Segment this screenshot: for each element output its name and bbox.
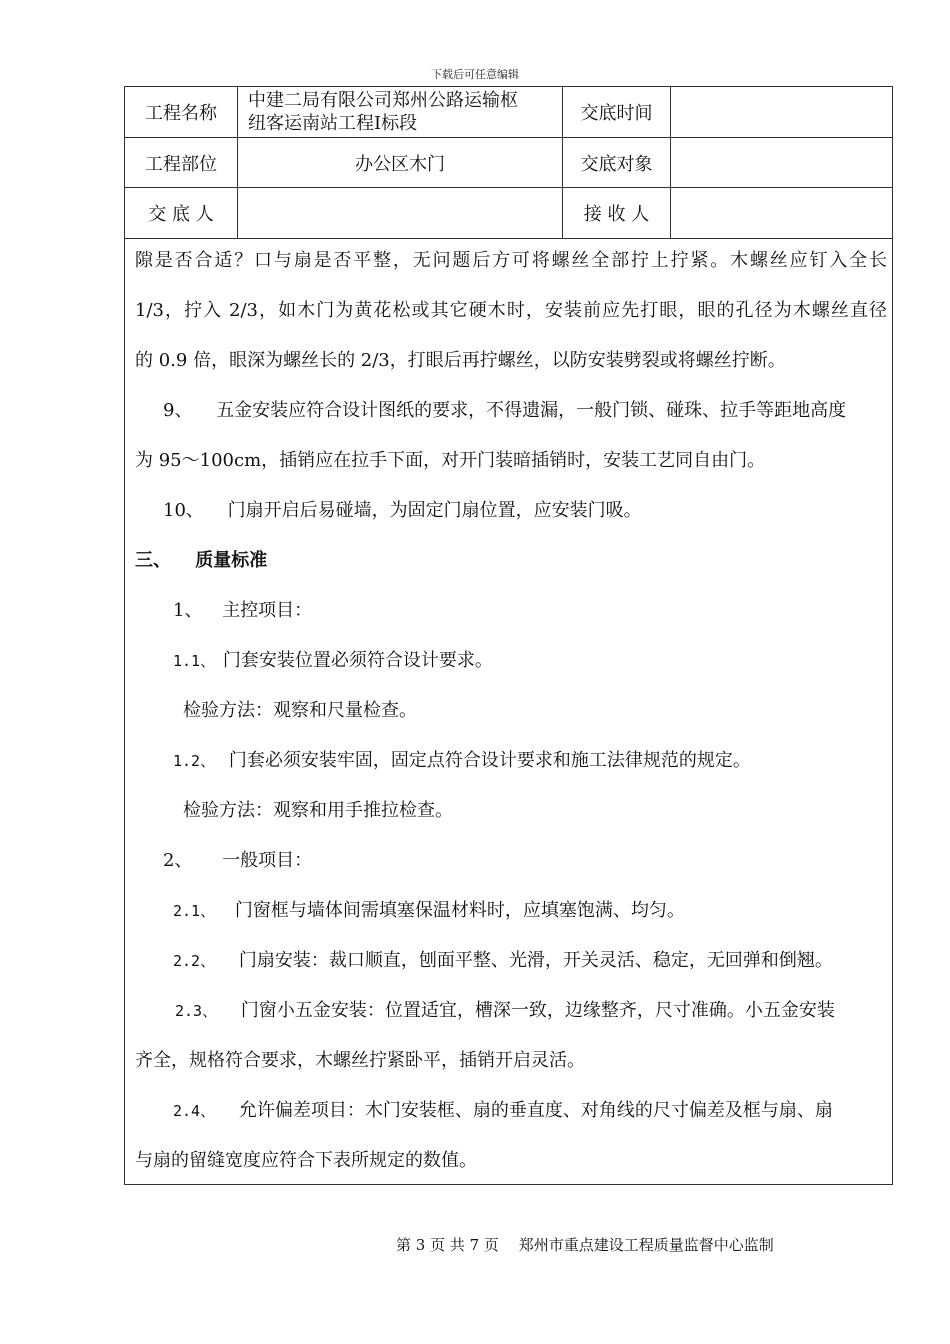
clause-2-2 bbox=[173, 949, 925, 973]
header-table bbox=[125, 87, 892, 239]
section-number: 三、 bbox=[135, 550, 171, 571]
subsection-number: 2、 bbox=[163, 850, 193, 871]
project-part-value: 办公区木门 bbox=[238, 138, 563, 188]
clause-number: 2.3、 bbox=[175, 1002, 218, 1020]
project-name-line2: 纽客运南站工程Ⅰ标段 bbox=[248, 113, 418, 134]
content-line: 齐全，规格符合要求，木螺丝拧紧卧平，插销开启灵活。 bbox=[135, 1050, 585, 1071]
clause-number: 1.1、 bbox=[173, 652, 216, 670]
clause-text: 门窗小五金安装：位置适宜，槽深一致，边缘整齐，尺寸准确。小五金安装 bbox=[240, 1000, 835, 1021]
item-text: 门扇开启后易碰墙，为固定门扇位置，应安装门吸。 bbox=[227, 500, 642, 521]
clause-text: 允许偏差项目：木门安装框、扇的垂直度、对角线的尺寸偏差及框与扇、扇 bbox=[238, 1100, 833, 1121]
item-9 bbox=[163, 399, 887, 423]
clause-text: 门套必须安装牢固，固定点符合设计要求和施工法律规范的规定。 bbox=[228, 750, 751, 771]
top-note: 下载后可任意编辑 bbox=[431, 68, 519, 81]
content-line: 隙是否合适？口与扇是否平整，无问题后方可将螺丝全部拧上拧紧。木螺丝应钉入全长 bbox=[135, 250, 887, 271]
check-method: 检验方法：观察和尺量检查。 bbox=[183, 700, 417, 721]
subsection-2 bbox=[163, 849, 915, 873]
project-name-value bbox=[238, 87, 563, 138]
disclosure-form bbox=[124, 86, 893, 1185]
clause-1-2 bbox=[173, 749, 925, 773]
subsection-title: 主控项目： bbox=[222, 600, 313, 621]
item-number: 10、 bbox=[163, 500, 204, 521]
content-line: 1/3，拧入 2/3，如木门为黄花松或其它硬木时，安装前应先打眼，眼的孔径为木螺丝直径 bbox=[135, 300, 887, 321]
project-name-label: 工程名称 bbox=[125, 87, 238, 138]
disclosure-time-label: 交底时间 bbox=[563, 87, 671, 138]
clause-number: 2.4、 bbox=[173, 1102, 216, 1120]
discloser-value bbox=[238, 188, 563, 239]
subsection-number: 1、 bbox=[173, 600, 203, 621]
project-part-label: 工程部位 bbox=[125, 138, 238, 188]
project-name-line1: 中建二局有限公司郑州公路运输枢 bbox=[248, 90, 518, 111]
disclosure-target-label: 交底对象 bbox=[563, 138, 671, 188]
clause-number: 2.1、 bbox=[173, 902, 216, 920]
clause-text: 门窗框与墙体间需填塞保温材料时，应填塞饱满、均匀。 bbox=[234, 900, 685, 921]
discloser-label: 交 底 人 bbox=[125, 188, 238, 239]
receiver-value bbox=[671, 188, 893, 239]
clause-number: 1.2、 bbox=[173, 752, 216, 770]
section-title: 质量标准 bbox=[195, 550, 268, 571]
disclosure-target-value bbox=[671, 138, 893, 188]
item-10 bbox=[163, 499, 915, 523]
section-heading bbox=[135, 549, 887, 573]
content-line: 的 0.9 倍，眼深为螺丝长的 2/3，打眼后再拧螺丝，以防安装劈裂或将螺丝拧断。 bbox=[135, 350, 786, 371]
check-method: 检验方法：观察和用手推拉检查。 bbox=[183, 800, 453, 821]
content-line: 为 95～100cm，插销应在拉手下面，对开门装暗插销时，安装工艺同自由门。 bbox=[135, 450, 766, 471]
item-text: 五金安装应符合设计图纸的要求，不得遗漏，一般门锁、碰珠、拉手等距地高度 bbox=[216, 400, 847, 421]
clause-2-1 bbox=[173, 899, 925, 923]
item-number: 9、 bbox=[163, 400, 193, 421]
clause-2-3 bbox=[175, 999, 887, 1023]
clause-text: 门扇安装：裁口顺直，刨面平整、光滑，开关灵活、稳定，无回弹和倒翘。 bbox=[238, 950, 833, 971]
page-footer: 第 3 页 共 7 页 郑州市重点建设工程质量监督中心监制 bbox=[396, 1236, 774, 1254]
content-line: 与扇的留缝宽度应符合下表所规定的数值。 bbox=[135, 1150, 477, 1171]
receiver-label: 接 收 人 bbox=[563, 188, 671, 239]
subsection-title: 一般项目： bbox=[222, 850, 313, 871]
subsection-1 bbox=[173, 599, 925, 623]
clause-2-4 bbox=[173, 1099, 887, 1123]
clause-text: 门套安装位置必须符合设计要求。 bbox=[222, 650, 493, 671]
disclosure-time-value bbox=[671, 87, 893, 138]
clause-1-1 bbox=[173, 649, 925, 673]
clause-number: 2.2、 bbox=[173, 952, 216, 970]
